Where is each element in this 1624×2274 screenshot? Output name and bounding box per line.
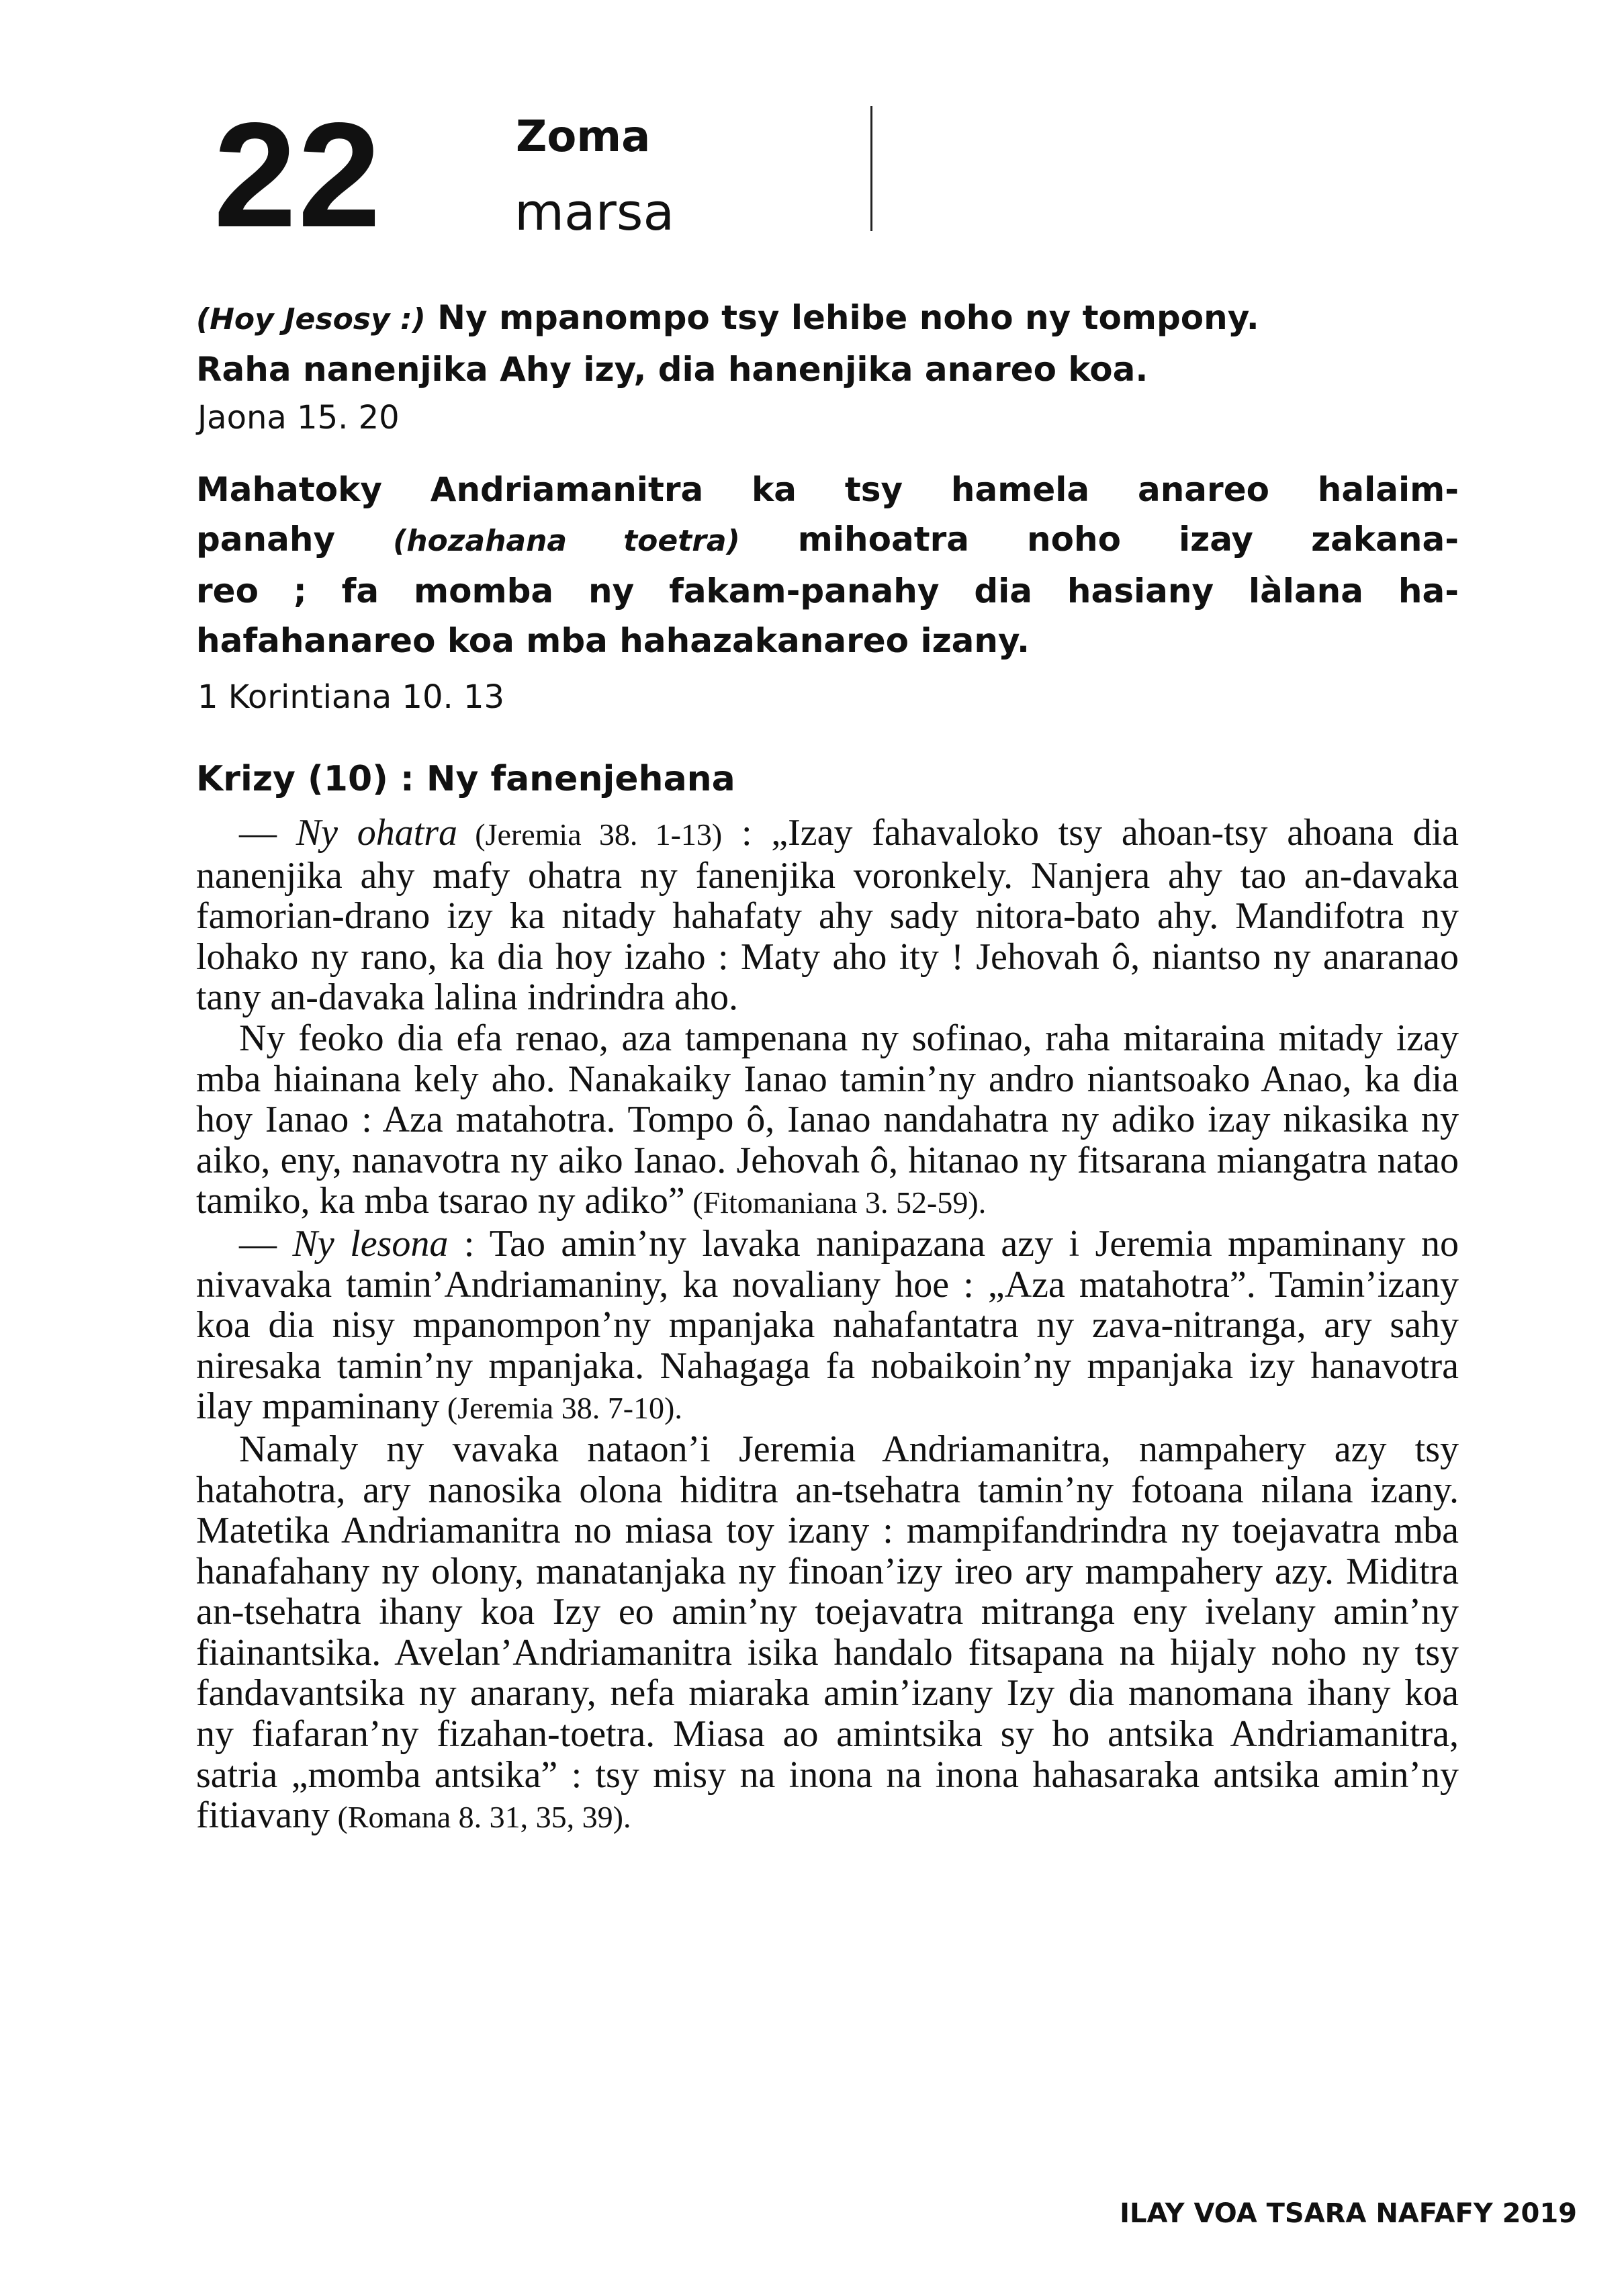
paragraph-4-text: Namaly ny vavaka nataon’i Jeremia Andriamanitra, nampahery azy tsy hatahotra, ary nanosika olona hiditra an-tsehatra tamin’ny fotoana nilana izany. Matetika Andriamanitra no miasa toy izany : mampifandrindra ny toejavatra mba hanafahany ny olony, manatanjaka ny finoan’izy ireo ary mampahery azy. Miditra an-tsehatra ihany koa Izy eo amin’ny toejavatra mitranga eny ivelany amin’ny fiainantsika. Avelan’Andriamanitra isika handalo fitsapana na hijaly noho ny tsy fandavantsika ny anarany, nefa miaraka amin’izany Izy dia manomana ihany koa ny fiafaran’ny fizahan-toetra. Miasa ao amintsika sy ho antsika Andriamanitra, satria „momba antsika” : tsy misy na inona na inona hahasaraka antsika amin’ny fitiavany [196,1428,1459,1837]
verse-2-line-3: reo ; fa momba ny fakam-panahy dia hasiany làlana ha- [196,572,1459,610]
paragraph-3 [196,1224,1459,1429]
citation-4: (Romana 8. 31, 35, 39). [330,1800,631,1835]
verse-1-line-2: Raha nanenjika Ahy izy, dia hanenjika anareo koa. [196,350,1148,389]
dash-1: — [239,812,296,854]
verse-2-line-2-a: panahy [196,520,336,559]
verse-1-reference: Jaona 15. 20 [197,399,400,437]
paragraph-4 [196,1429,1459,1838]
body-text [196,813,1459,1838]
label-lesson: Ny lesona [292,1222,449,1265]
date-number: 22 [214,92,382,259]
verse-2-line-1: Mahatoky Andriamanitra ka tsy hamela anareo halaim- [196,470,1459,509]
verse-2-line-2-b: mihoatra noho izay zakana- [797,520,1459,559]
verse-2-line-2 [196,514,1459,566]
paragraph-3-text: : Tao amin’ny lavaka nanipazana azy i Jeremia mpaminany no nivavaka tamin’Andriamaniny, ka novaliany hoe : „Aza matahotra”. Tamin’izany koa dia nisy mpanompon’ny mpanjaka nahafantatra ny zava-nitranga, ary sahy niresaka tamin’ny mpanjaka. Nahagaga fa nobaikoin’ny mpanjaka izy hanavotra ilay mpaminany [196,1222,1459,1428]
citation-1: (Jeremia 38. 1-13) [457,817,723,852]
label-examples: Ny ohatra [296,812,458,854]
verse-1-line-1 [196,293,1459,345]
section-title: Krizy (10) : Ny fanenjehana [196,759,735,799]
verse-1-prefix: (Hoy Jesosy :) [196,302,426,336]
verse-2-emphasis: (hozahana toetra) [393,524,740,558]
verse-2-line-4: hafahanareo koa mba hahazakanareo izany. [196,621,1030,660]
verse-1-text-1: Ny mpanompo tsy lehibe noho ny tompony. [437,298,1259,337]
citation-2: (Fitomaniana 3. 52-59). [684,1185,987,1220]
verse-2-reference: 1 Korintiana 10. 13 [197,678,505,716]
paragraph-2 [196,1018,1459,1224]
verse-2 [196,465,1459,666]
paragraph-1 [196,813,1459,1018]
dash-3: — [239,1222,293,1265]
citation-3: (Jeremia 38. 7-10). [439,1391,682,1426]
paragraph-2-text: Ny feoko dia efa renao, aza tampenana ny sofinao, raha mitaraina mitady izay mba hiainana kely aho. Nanakaiky Ianao tamin’ny andro niantsoako Anao, ka dia hoy Ianao : Aza matahotra. Tompo ô, Ianao nandahatra ny adiko izay nikasika ny aiko, eny, nanavotra ny aiko Ianao. Jehovah ô, hitanao ny fitsarana miangatra natao tamiko, ka mba tsarao ny adiko” [196,1017,1459,1222]
paragraph-1-text: : „Izay fahavaloko tsy ahoan-tsy ahoana dia nanenjika ahy mafy ohatra ny fanenjika voronkely. Nanjera ahy tao an-davaka famorian-drano izy ka nitady hahafaty ahy sady nitora-bato ahy. Mandifotra ny lohako ny rano, ka dia hoy izaho : Maty aho ity ! Jehovah ô, niantso ny anaranao tany an-davaka lalina indrindra aho. [196,812,1459,1019]
month-label: marsa [514,182,675,242]
header-divider [870,106,872,231]
footer-title: ILAY VOA TSARA NAFAFY 2019 [1120,2198,1577,2229]
weekday-label: Zoma [516,112,651,162]
verse-1 [196,293,1459,394]
